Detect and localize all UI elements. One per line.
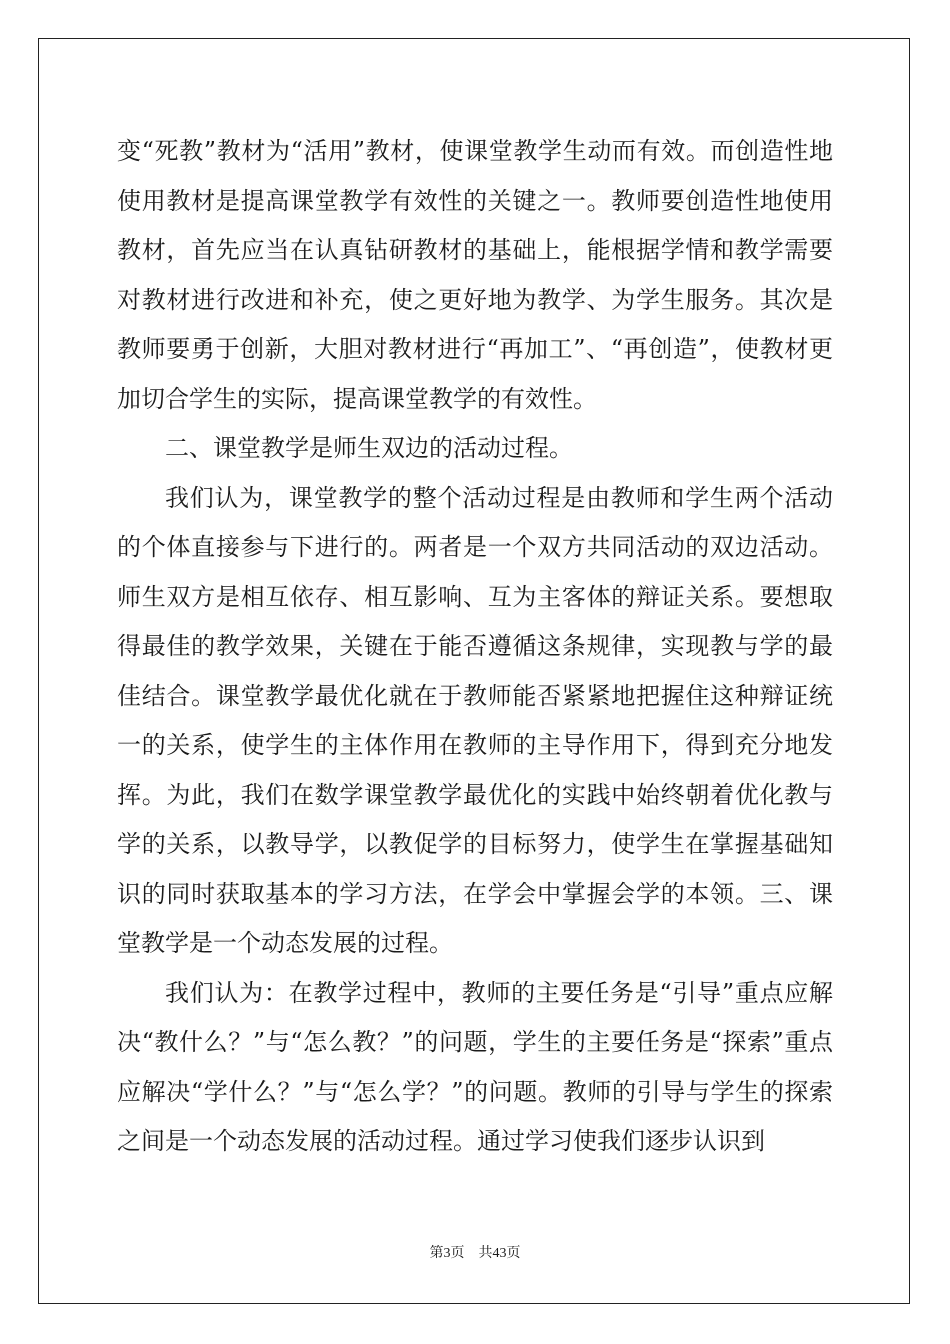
paragraph-4: 我们认为：在教学过程中，教师的主要任务是“引导”重点应解决“教什么？”与“怎么教？”的问题，学生的主要任务是“探索”重点应解决“学什么？”与“怎么学？”的问题。教师的引导与学生的探索之间是一个动态发展的活动过程。通过学习使我们逐步认识到 <box>117 978 833 1155</box>
page-total: 共43页 <box>478 1246 521 1261</box>
page-number: 第3页 <box>429 1246 465 1261</box>
page-footer <box>0 1242 950 1262</box>
paragraph-2-heading: 二、课堂教学是师生双边的活动过程。 <box>165 434 573 462</box>
paragraph-3: 我们认为，课堂教学的整个活动过程是由教师和学生两个活动的个体直接参与下进行的。两者是一个双方共同活动的双边活动。师生双方是相互依存、相互影响、互为主客体的辩证关系。要想取得最佳的教学效果，关键在于能否遵循这条规律，实现教与学的最佳结合。课堂教学最优化就在于教师能否紧紧地把握住这种辩证统一的关系，使学生的主体作用在教师的主导作用下，得到充分地发挥。为此，我们在数学课堂教学最优化的实践中始终朝着优化教与学的关系，以教导学，以教促学的目标努力，使学生在掌握基础知识的同时获取基本的学习方法，在学会中掌握会学的本领。三、课堂教学是一个动态发展的过程。 <box>117 483 833 957</box>
document-body <box>117 127 833 1167</box>
paragraph-1: 变“死教”教材为“活用”教材，使课堂教学生动而有效。而创造性地使用教材是提高课堂教学有效性的关键之一。教师要创造性地使用教材，首先应当在认真钻研教材的基础上，能根据学情和教学需要对教材进行改进和补充，使之更好地为教学、为学生服务。其次是教师要勇于创新，大胆对教材进行“再加工”、“再创造”，使教材更加切合学生的实际，提高课堂教学的有效性。 <box>117 137 833 413</box>
